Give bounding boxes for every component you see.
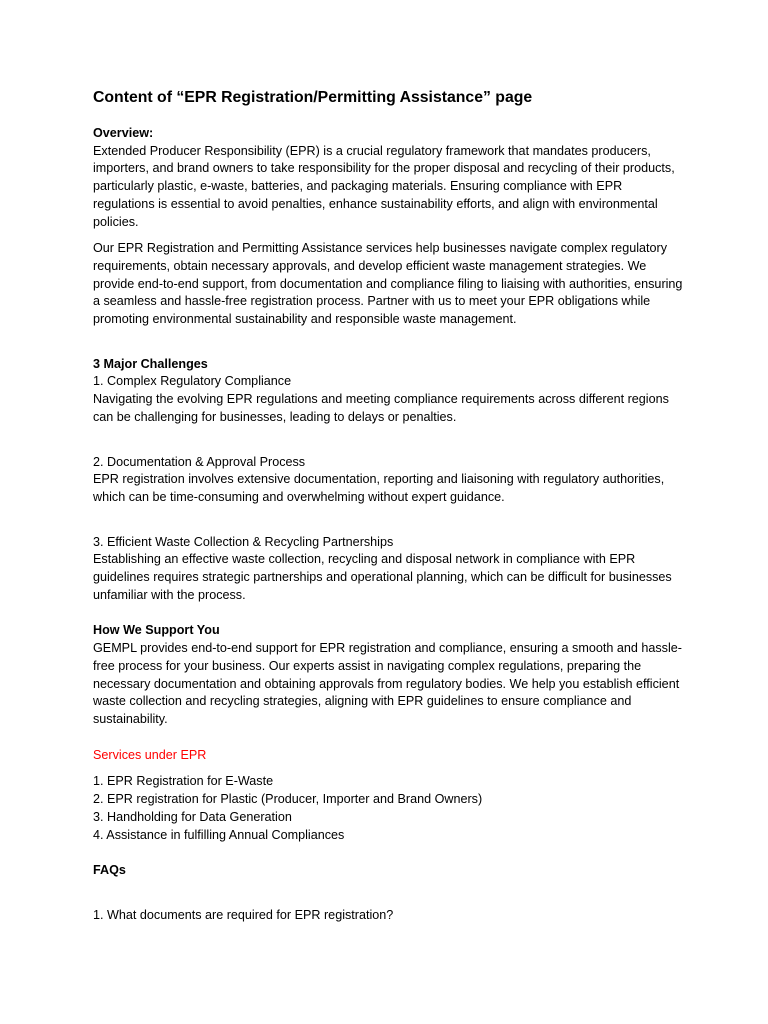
faqs-heading: FAQs [93, 863, 126, 878]
service-item: 3. Handholding for Data Generation [93, 809, 292, 824]
overview-paragraph-2: Our EPR Registration and Permitting Assistance services help businesses navigate complex regulatory requirements, obtain necessary approvals, and develop efficient waste management strategies. We provide end-to-end support, from documentation and compliance filing to liaising with authorities, ensuring a seamless and hassle-free registration process. Partner with us to meet your EPR obligations while promoting environmental sustainability and responsible waste management. [93, 241, 683, 327]
overview-heading: Overview: [93, 126, 154, 140]
support-heading: How We Support You [93, 623, 220, 638]
faqs-section [93, 862, 683, 924]
challenge-text: EPR registration involves extensive documentation, reporting and liaisoning with regulatory authorities, which can be time-consuming and overwhelming without expert guidance. [93, 472, 665, 504]
challenge-text: Navigating the evolving EPR regulations and meeting compliance requirements across different regions can be challenging for businesses, leading to delays or penalties. [93, 392, 669, 424]
document-page [93, 88, 683, 925]
service-item: 2. EPR registration for Plastic (Producer, Importer and Brand Owners) [93, 792, 483, 807]
page-title: Content of “EPR Registration/Permitting Assistance” page [93, 89, 533, 106]
challenge-title: 3. Efficient Waste Collection & Recycling Partnerships [93, 534, 394, 549]
service-item: 4. Assistance in fulfilling Annual Compliances [93, 827, 345, 842]
challenges-section [93, 356, 683, 605]
faq-item: 1. What documents are required for EPR registration? [93, 907, 394, 922]
challenge-text: Establishing an effective waste collection, recycling and disposal network in compliance with EPR guidelines requires strategic partnerships and operational planning, which can be difficult for businesses unfamiliar with the process. [93, 552, 672, 602]
overview-paragraph-1: Extended Producer Responsibility (EPR) is a crucial regulatory framework that mandates producers, importers, and brand owners to take responsibility for the proper disposal and recycling of their products, particularly plastic, e-waste, batteries, and packaging materials. Ensuring compliance with EPR regulations is essential to avoid penalties, enhance sustainability efforts, and align with environmental policies. [93, 143, 675, 229]
service-item: 1. EPR Registration for E-Waste [93, 774, 274, 789]
support-text: GEMPL provides end-to-end support for EPR registration and compliance, ensuring a smooth and hassle-free process for your business. Our experts assist in navigating complex regulations, preparing the necessary documentation and obtaining approvals from regulatory bodies. We help you establish efficient waste collection and recycling strategies, aligning with EPR guidelines to ensure compliance and sustainability. [93, 641, 682, 726]
services-heading: Services under EPR [93, 747, 207, 762]
challenge-title: 2. Documentation & Approval Process [93, 454, 306, 469]
services-section [93, 747, 683, 845]
challenge-title: 1. Complex Regulatory Compliance [93, 374, 292, 389]
challenges-heading: 3 Major Challenges [93, 356, 208, 371]
overview-section [93, 125, 683, 329]
support-section [93, 622, 683, 728]
